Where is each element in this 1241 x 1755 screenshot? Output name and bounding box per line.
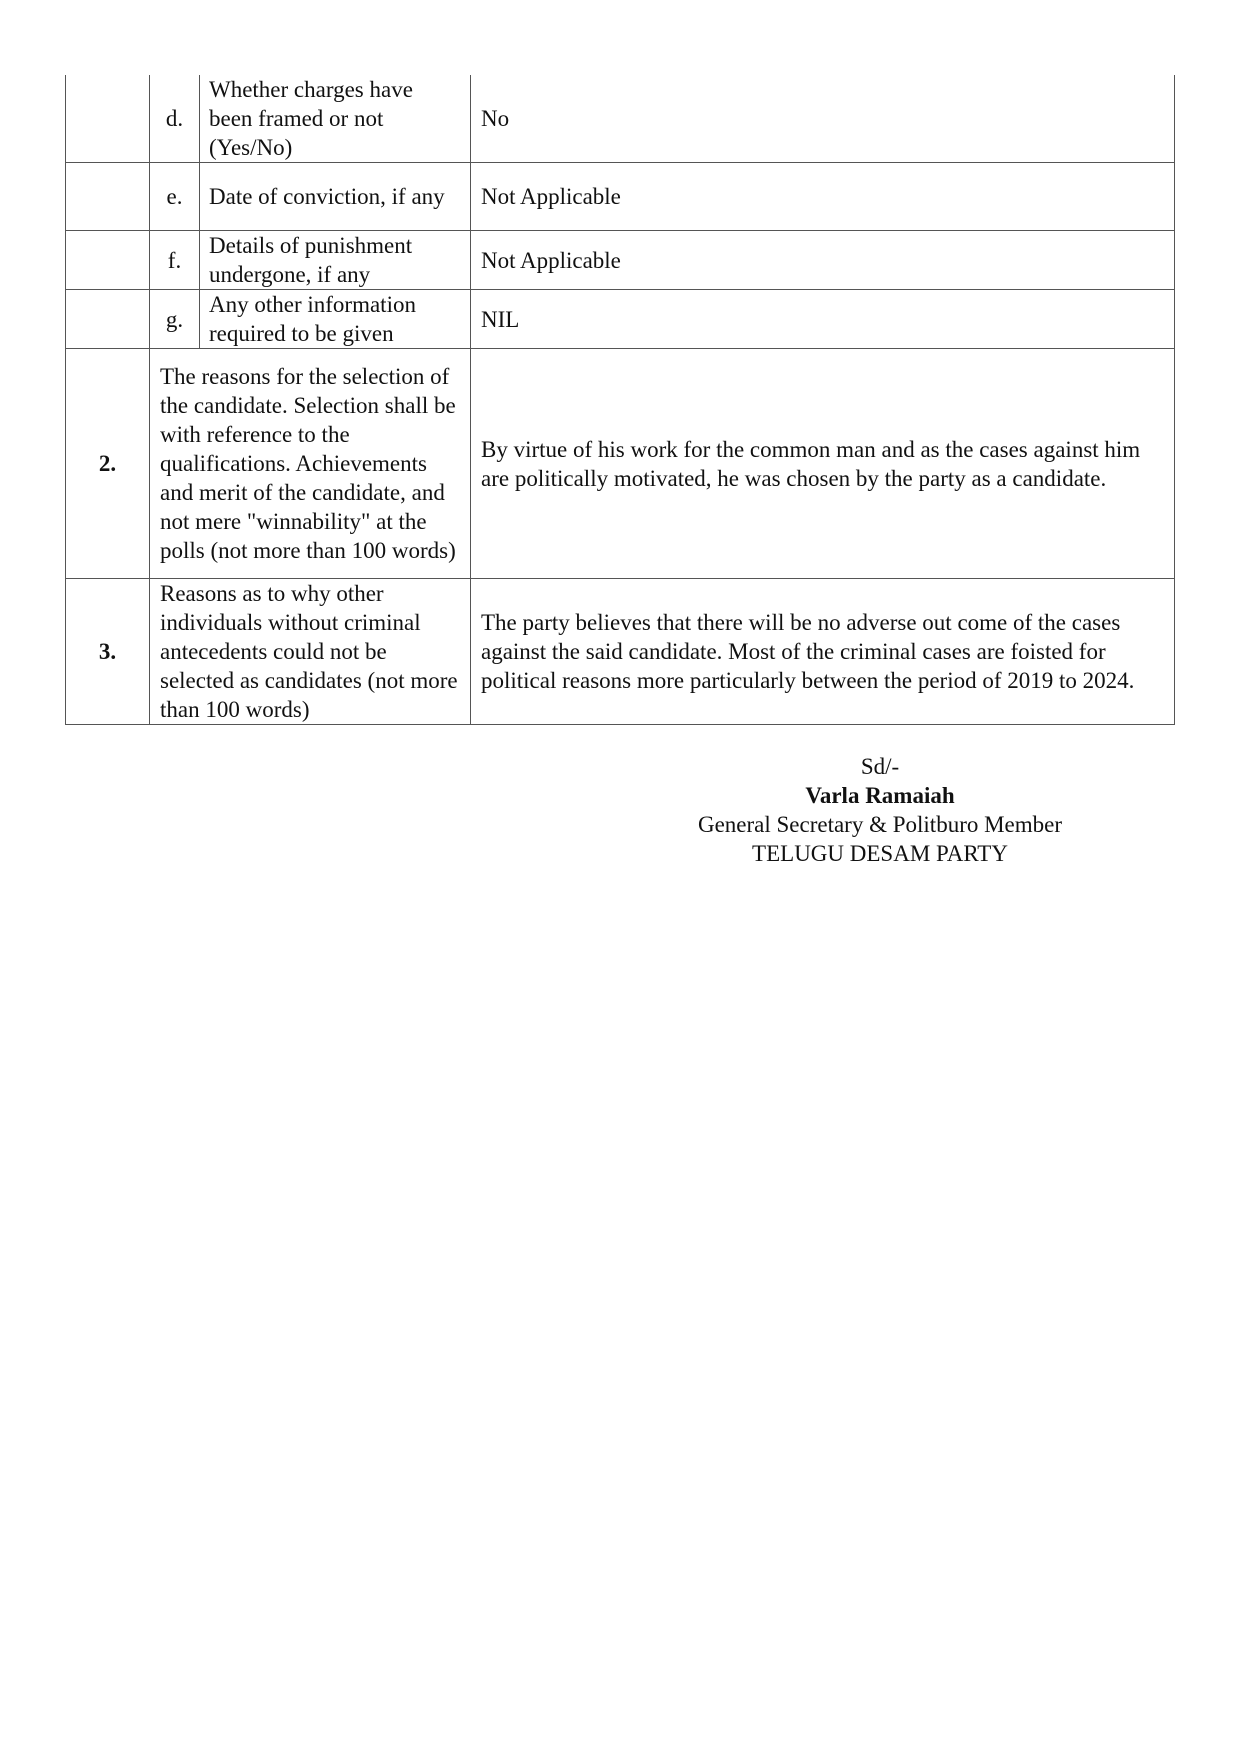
signatory-name: Varla Ramaiah bbox=[805, 783, 955, 808]
signatory-designation: General Secretary & Politburo Member bbox=[697, 812, 1063, 837]
question-cell: Details of punishment undergone, if any bbox=[200, 231, 471, 290]
question-cell: Reasons as to why other individuals without criminal antecedents could not be selected as candidates (not more than 100 words) bbox=[150, 579, 471, 725]
answer-cell: The party believes that there will be no adverse out come of the cases against the said candidate. Most of the criminal cases are foisted for political reasons more particularly between the period of 2019 to 2024. bbox=[471, 579, 1175, 725]
answer-cell: By virtue of his work for the common man and as the cases against him are politically motivated, he was chosen by the party as a candidate. bbox=[471, 349, 1175, 579]
row-number: 2. bbox=[66, 349, 150, 579]
serial-cell bbox=[66, 290, 150, 349]
question-cell: Date of conviction, if any bbox=[200, 163, 471, 231]
question-cell: The reasons for the selection of the candidate. Selection shall be with reference to the qualifications. Achievements and merit of the candidate, and not mere "winnability" at the polls (not more than 100 words) bbox=[150, 349, 471, 579]
signature-block bbox=[640, 752, 1120, 868]
signatory-organization: TELUGU DESAM PARTY bbox=[752, 841, 1008, 866]
row-number: 3. bbox=[66, 579, 150, 725]
serial-cell bbox=[66, 231, 150, 290]
signed-mark: Sd/- bbox=[860, 754, 900, 779]
serial-cell bbox=[66, 75, 150, 163]
sub-label-cell: e. bbox=[150, 163, 200, 231]
answer-cell: Not Applicable bbox=[471, 163, 1175, 231]
table-row bbox=[66, 579, 1175, 725]
table-row bbox=[66, 349, 1175, 579]
sub-label-cell: f. bbox=[150, 231, 200, 290]
disclosure-table bbox=[65, 75, 1175, 725]
answer-cell: No bbox=[471, 75, 1175, 163]
table-row bbox=[66, 75, 1175, 163]
table-row bbox=[66, 163, 1175, 231]
table-row bbox=[66, 231, 1175, 290]
table-row bbox=[66, 290, 1175, 349]
answer-cell: Not Applicable bbox=[471, 231, 1175, 290]
question-cell: Any other information required to be given bbox=[200, 290, 471, 349]
answer-cell: NIL bbox=[471, 290, 1175, 349]
sub-label-cell: g. bbox=[150, 290, 200, 349]
sub-label-cell: d. bbox=[150, 75, 200, 163]
question-cell: Whether charges have been framed or not (Yes/No) bbox=[200, 75, 471, 163]
serial-cell bbox=[66, 163, 150, 231]
